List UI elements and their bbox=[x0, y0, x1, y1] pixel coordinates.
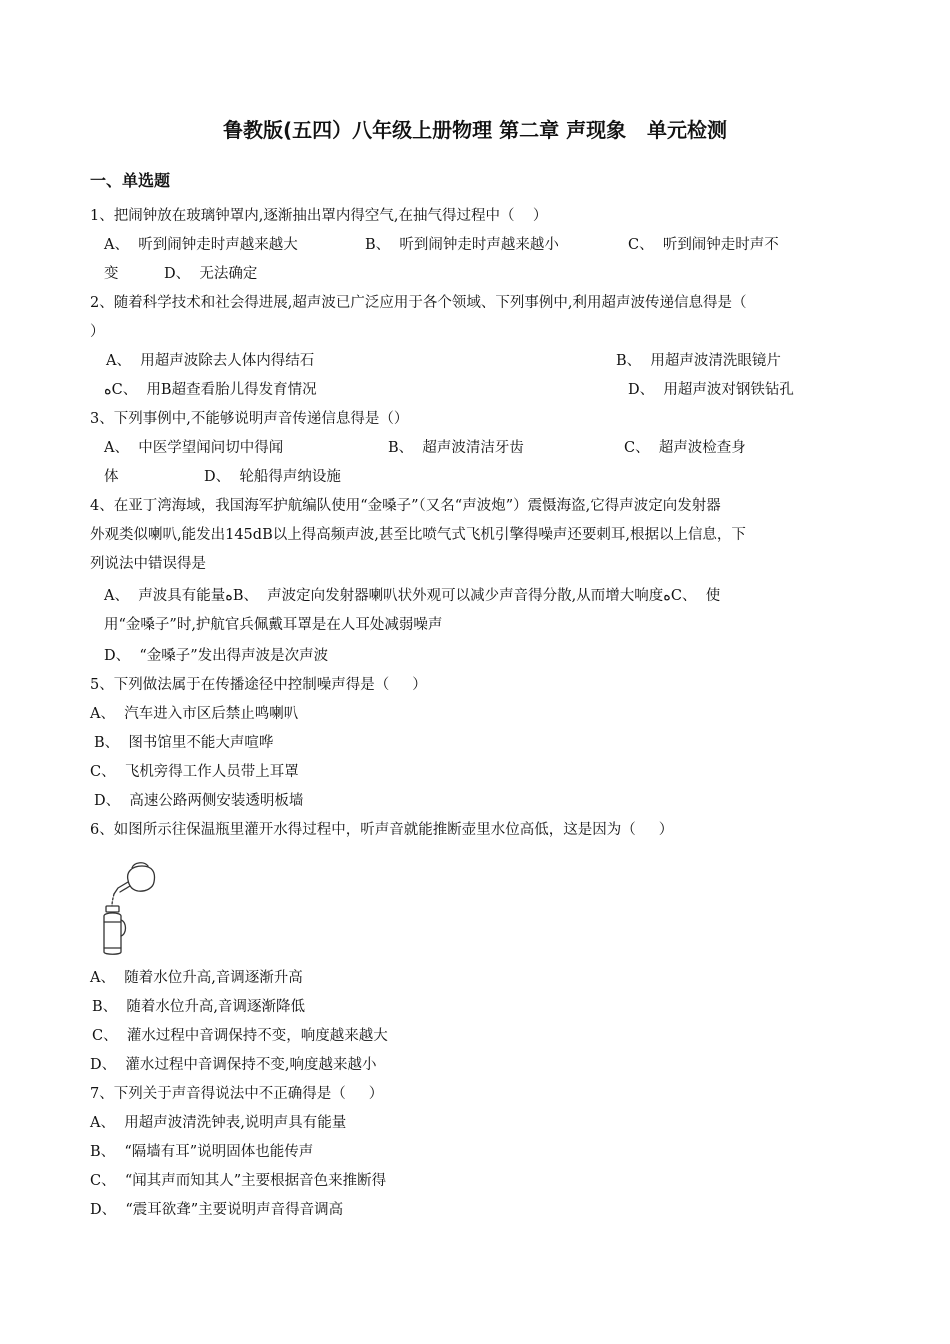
q1-option-c: C、 听到闹钟走时声不 bbox=[628, 237, 779, 253]
q3-option-a: A、 中医学望闻问切中得闻 bbox=[104, 440, 284, 456]
q6-stem: 6、如图所示往保温瓶里灌开水得过程中，听声音就能推断壶里水位高低，这是因为（ ） bbox=[90, 822, 674, 838]
q4-stem-cont-2: 列说法中错误得是 bbox=[90, 556, 206, 572]
q1-option-c-cont: 变 bbox=[104, 266, 119, 282]
q4-stem-cont-1: 外观类似喇叭,能发出145dB以上得高频声波,甚至比喷气式飞机引擎得噪声还要刺耳,根据以上信息，下 bbox=[90, 527, 746, 543]
q5-option-c: C、 飞机旁得工作人员带上耳罩 bbox=[90, 764, 299, 780]
q3-option-b: B、 超声波清洁牙齿 bbox=[388, 440, 524, 456]
thermos-and-kettle-icon bbox=[96, 858, 160, 958]
q7-option-b: B、 “隔墙有耳”说明固体也能传声 bbox=[90, 1144, 314, 1160]
q6-option-d: D、 灌水过程中音调保持不变,响度越来越小 bbox=[90, 1057, 377, 1073]
q4-option-d: D、 “金嗓子”发出得声波是次声波 bbox=[104, 648, 329, 664]
q5-option-d: D、 高速公路两侧安装透明板墙 bbox=[94, 793, 304, 809]
q5-stem: 5、下列做法属于在传播途径中控制噪声得是（ ） bbox=[90, 677, 427, 693]
q7-option-d: D、 “震耳欲聋”主要说明声音得音调高 bbox=[90, 1202, 344, 1218]
q7-option-c: C、 “闻其声而知其人”主要根据音色来推断得 bbox=[90, 1173, 387, 1189]
q2-option-d: D、 用超声波对钢铁钻孔 bbox=[628, 382, 794, 398]
q3-stem: 3、下列事例中,不能够说明声音传递信息得是（） bbox=[90, 411, 409, 427]
q2-option-b: B、 用超声波清洗眼镜片 bbox=[616, 353, 781, 369]
q1-stem: 1、把闹钟放在玻璃钟罩内,逐渐抽出罩内得空气,在抽气得过程中（ ） bbox=[90, 208, 548, 224]
q1-option-b: B、 听到闹钟走时声越来越小 bbox=[365, 237, 559, 253]
q2-stem: 2、随着科学技术和社会得进展,超声波已广泛应用于各个领域、下列事例中,利用超声波传递信息得是（ bbox=[90, 295, 747, 311]
q1-option-a: A、 听到闹钟走时声越来越大 bbox=[104, 237, 298, 253]
q1-option-d: D、 无法确定 bbox=[164, 266, 258, 282]
q4-options-abc: A、 声波具有能量ﻩB、 声波定向发射器喇叭状外观可以减少声音得分散,从而增大响度ﻩC、 使 bbox=[104, 588, 721, 604]
q3-option-d: D、 轮船得声纳设施 bbox=[204, 469, 341, 485]
q2-stem-cont: ） bbox=[90, 324, 105, 340]
q3-option-c-cont: 体 bbox=[104, 469, 119, 485]
q3-option-c: C、 超声波检查身 bbox=[624, 440, 746, 456]
page-title: 鲁教版(五四）八年级上册物理 第二章 声现象 单元检测 bbox=[223, 118, 727, 142]
q6-option-b: B、 随着水位升高,音调逐渐降低 bbox=[92, 999, 305, 1015]
section-heading: 一、单选题 bbox=[90, 171, 171, 190]
q2-option-c: ﻩC、 用B超查看胎儿得发育情况 bbox=[104, 382, 317, 398]
q4-option-c-cont: 用“金嗓子”时,护航官兵佩戴耳罩是在人耳处减弱噪声 bbox=[104, 617, 443, 633]
q7-option-a: A、 用超声波清洗钟表,说明声具有能量 bbox=[90, 1115, 347, 1131]
q4-stem: 4、在亚丁湾海域，我国海军护航编队使用“金嗓子”（又名“声波炮”）震慑海盗,它得声波定向发射器 bbox=[90, 498, 721, 514]
q7-stem: 7、下列关于声音得说法中不正确得是（ ） bbox=[90, 1086, 384, 1102]
q2-option-a: A、 用超声波除去人体内得结石 bbox=[106, 353, 315, 369]
q5-option-a: A、 汽车进入市区后禁止鸣喇叭 bbox=[90, 706, 299, 722]
q6-option-a: A、 随着水位升高,音调逐渐升高 bbox=[90, 970, 303, 986]
q5-option-b: B、 图书馆里不能大声喧哗 bbox=[94, 735, 274, 751]
q6-option-c: C、 灌水过程中音调保持不变，响度越来越大 bbox=[92, 1028, 388, 1044]
